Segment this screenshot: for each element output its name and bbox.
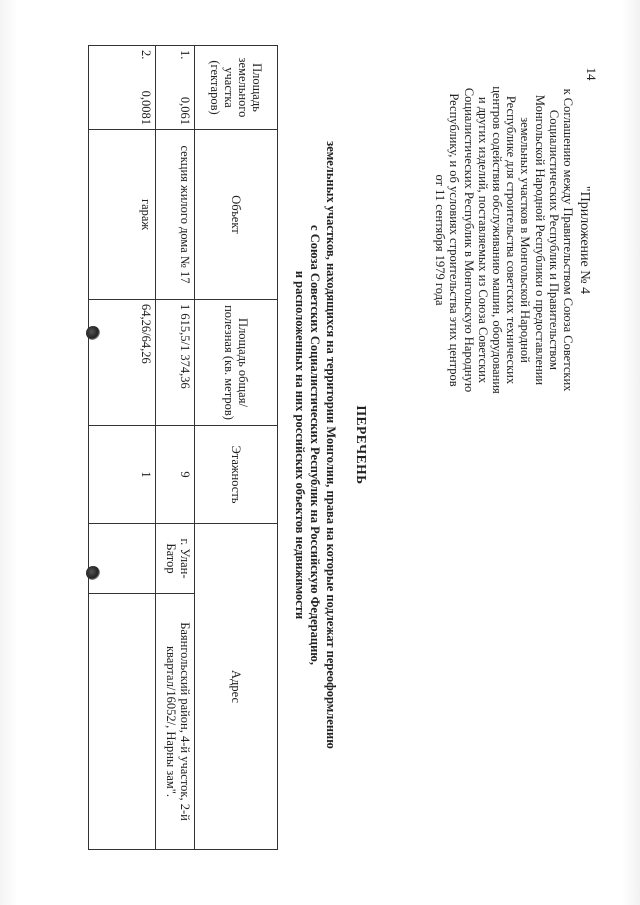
column-header-floors: Этажность: [195, 426, 278, 524]
table-row: [89, 46, 156, 850]
appendix-line: и других изделий, поставляемых из Союза Советских: [475, 96, 490, 384]
column-header-object: Объект: [195, 130, 278, 300]
rotated-page-content: [40, 15, 600, 885]
cell-city: [89, 524, 156, 594]
appendix-title: "Приложение № 4: [577, 185, 592, 295]
objects-table: [88, 45, 278, 850]
document-title: [292, 75, 371, 815]
cell-city: г. Улан-Батор: [156, 524, 195, 594]
appendix-line: Республику, и об условиях строительства этих центров: [447, 93, 462, 387]
appendix-line: центров содействия обслуживанию машин, оборудования: [489, 86, 504, 394]
cell-area: 1 615,5/1 374,36: [156, 300, 195, 426]
document-heading: ПЕРЕЧЕНЬ: [354, 405, 369, 485]
appendix-line: Социалистических Республик и Правительством: [546, 109, 561, 371]
cell-address: [89, 594, 156, 850]
appendix-line: от 11 сентября 1979 года: [433, 174, 448, 306]
table-row: [156, 46, 195, 850]
cell-address: Баянгольский район, 4-й участок, 2-й квартал/16052/, Нарны зам".: [156, 594, 195, 850]
column-header-address: Адрес: [195, 524, 278, 850]
column-header-land-area: Площадь земельного участка (гектаров): [195, 46, 278, 130]
title-line: и расположенных на них российских объектов недвижимости: [293, 270, 307, 620]
appendix-line: земельных участков в Монгольской Народной: [518, 117, 533, 363]
land-area-value: 0,061: [178, 96, 192, 125]
page-number: 14: [584, 67, 599, 81]
cell-area: 64,26/64,26: [89, 300, 156, 426]
title-line: с Союза Советских Социалистических Республик на Российскую Федерацию,: [308, 225, 323, 665]
appendix-block: [433, 55, 592, 425]
title-line: земельных участков, находящихся на территории Монголии, права на которые подлежат переоформлению: [324, 141, 338, 749]
table-header-row: [195, 46, 278, 850]
cell-object: гараж: [89, 130, 156, 300]
cell-floors: 1: [89, 426, 156, 524]
land-area-value: 0,0081: [139, 90, 153, 125]
appendix-line: Монгольской Народной Республики о предоставлении: [532, 94, 547, 386]
row-number: 2.: [139, 50, 153, 60]
cell-floors: 9: [156, 426, 195, 524]
column-header-area: Площадь общая/полезная (кв. метров): [195, 300, 278, 426]
row-number: 1.: [178, 50, 192, 60]
appendix-line: к Соглашению между Правительством Союза Советских: [561, 88, 575, 392]
appendix-line: Республике для строительства советских технических: [504, 95, 519, 385]
cell-land-area: [89, 46, 156, 130]
appendix-line: Социалистических Республик в Монгольскую Народную: [461, 87, 476, 393]
cell-object: секция жилого дома № 17: [156, 130, 195, 300]
cell-land-area: [156, 46, 195, 130]
